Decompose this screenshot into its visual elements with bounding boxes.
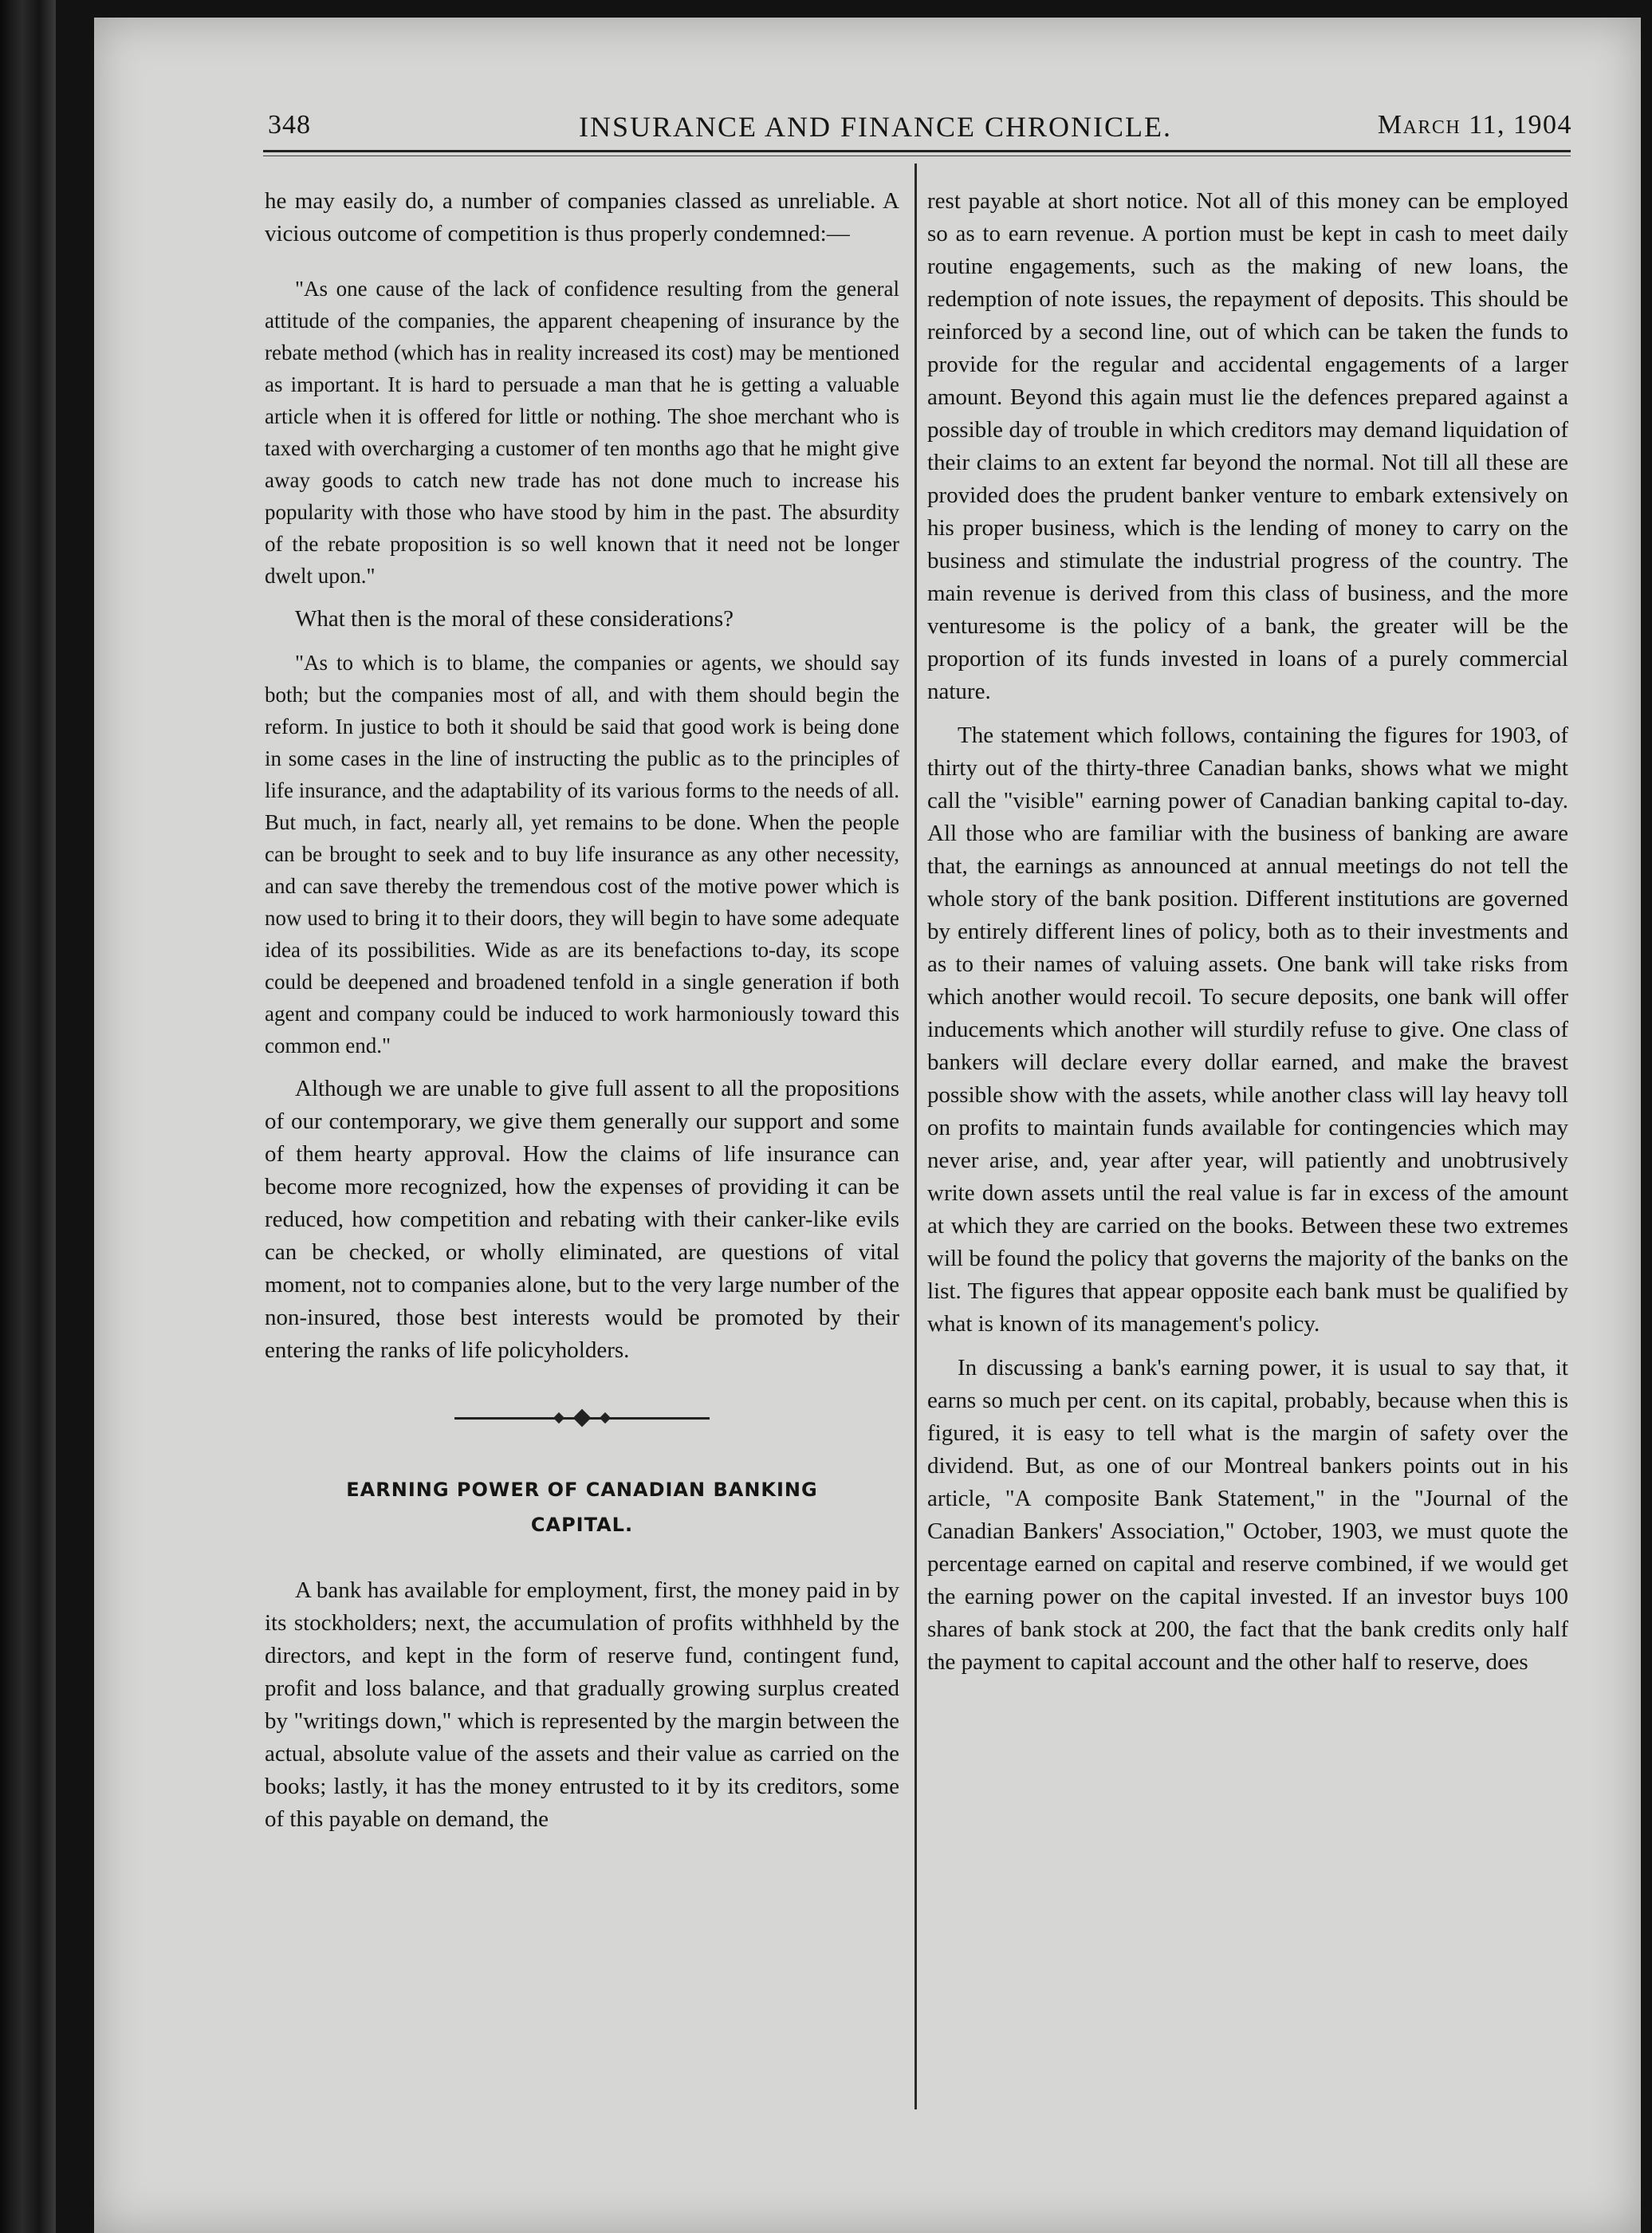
- section-paragraph-1: A bank has available for employment, first, the money paid in by its stockholders; next, the accumulation of profits withhheld by the directors, and kept in the form of reserve fund, contingent fund, profit and loss balance, and that gradually growing surplus created by "writings down," which is represented by the margin between the actual, absolute value of the assets and their value as carried on the books; lastly, it has the money entrusted to it by its creditors, some of this payable on demand, the: [265, 1577, 899, 1832]
- section-title-line-1: EARNING POWER OF CANADIAN BANKING: [346, 1479, 818, 1501]
- section-ornament: [265, 1410, 899, 1426]
- right-paragraph-2: The statement which follows, containing the figures for 1903, of thirty out of the thirty-three Canadian banks, shows what we might call the "visible" earning power of Canadian banking capital to-day. All those who are familiar with the business of banking are aware that, the earnings as announced at annual meetings do not tell the whole story of the bank position. Different institutions are governed by entirely different lines of policy, both as to their investments and as to their names of valuing assets. One bank will take risks from which another would recoil. To secure deposits, one bank will offer inducements which another will sturdily refuse to give. One class of bankers will declare every dollar earned, and make the bravest possible show with the assets, while another class will lay heavy toll on profits to maintain funds available for contingencies which may never arise, and, year after year, will patiently and unobtrusively write down assets until the real value is far in excess of the amount at which they are carried on the books. Between these two extremes will be found the policy that governs the majority of the banks on the list. The figures that appear opposite each bank must be qualified by what is known of its management's policy.: [927, 723, 1568, 1337]
- right-paragraph-3: In discussing a bank's earning power, it is usual to say that, it earns so much per cent. on its capital, probably, because when this is figured, it is easy to tell what is the margin of safety over the dividend. But, as one of our Montreal bankers points out in his article, "A composite Bank Statement," in the "Journal of the Canadian Bankers' Association," October, 1903, we must quote the percentage earned on capital and reserve combined, if we would get the earning power on the capital invested. If an investor buys 100 shares of bank stock at 200, the fact that the bank credits only half the payment to capital account and the other half to reserve, does: [927, 1355, 1568, 1675]
- page-number: 348: [268, 110, 311, 140]
- book-binding: [0, 0, 56, 2233]
- issue-date: March 11, 1904: [1377, 110, 1572, 140]
- section-title-line-2: CAPITAL.: [530, 1514, 634, 1536]
- page-header: [174, 102, 1577, 150]
- column-divider: [914, 163, 917, 2109]
- right-paragraph-1: rest payable at short notice. Not all of this money can be employed so as to earn revenue. A portion must be kept in cash to meet daily routine engagements, such as the making of new loans, the redemption of note issues, the repayment of deposits. This should be reinforced by a second line, out of which can be taken the funds to provide for the regular and accidental engagements of a larger amount. Beyond this again must lie the defences prepared against a possible day of trouble in which creditors may demand liquidation of their claims to an extent far beyond the normal. Not till all these are provided does the prudent banker venture to embark extensively on his proper business, which is the lending of money to carry on the business and stimulate the industrial progress of the country. The main revenue is derived from this class of business, and the more venturesome is the policy of a bank, the greater will be the proportion of its funds invested in loans of a purely commercial nature.: [927, 188, 1568, 704]
- right-column: [927, 185, 1568, 1690]
- quote-paragraph-1: "As one cause of the lack of confidence resulting from the general attitude of the companies, the apparent cheapening of insurance by the rebate method (which has in reality increased its cost) may be mentioned as important. It is hard to persuade a man that he is getting a valuable article when it is offered for little or nothing. The shoe merchant who is taxed with overcharging a customer of ten months ago that he might give away goods to catch new trade has not done much to increase his popularity with those who have stood by him in the past. The absurdity of the rebate proposition is so well known that it need not be longer dwelt upon.": [265, 277, 899, 588]
- intro-paragraph: he may easily do, a number of companies classed as unreliable. A vicious outcome of competition is thus properly condemned:—: [265, 188, 899, 246]
- conclusion-paragraph: Although we are unable to give full assent to all the propositions of our contemporary, we give them generally our support and some of them hearty approval. How the claims of life insurance can become more recognized, how the expenses of providing it can be reduced, how competition and rebating with their canker-like evils can be checked, or wholly eliminated, are questions of vital moment, not to companies alone, but to the very large number of the non-insured, those best interests would be promoted by their entering the ranks of life policyholders.: [265, 1076, 899, 1363]
- header-rule: [263, 150, 1571, 152]
- section-title: [265, 1472, 899, 1542]
- journal-title: INSURANCE AND FINANCE CHRONICLE.: [578, 111, 1173, 143]
- left-column: [265, 185, 899, 1847]
- question-paragraph: What then is the moral of these considerations?: [295, 606, 734, 632]
- quote-paragraph-2: "As to which is to blame, the companies or agents, we should say both; but the companies most of all, and with them should begin the reform. In justice to both it should be said that good work is being done in some cases in the line of instructing the public as to the principles of life insurance, and the adaptability of its various forms to the needs of all. But much, in fact, nearly all, yet remains to be done. When the people can be brought to seek and to buy life insurance as any other necessity, and can save thereby the tremendous cost of the motive power which is now used to bring it to their doors, they will begin to have some adequate idea of its possibilities. Wide as are its benefactions to-day, its scope could be deepened and broadened tenfold in a single generation if both agent and company could be induced to work harmoniously toward this common end.": [265, 651, 899, 1057]
